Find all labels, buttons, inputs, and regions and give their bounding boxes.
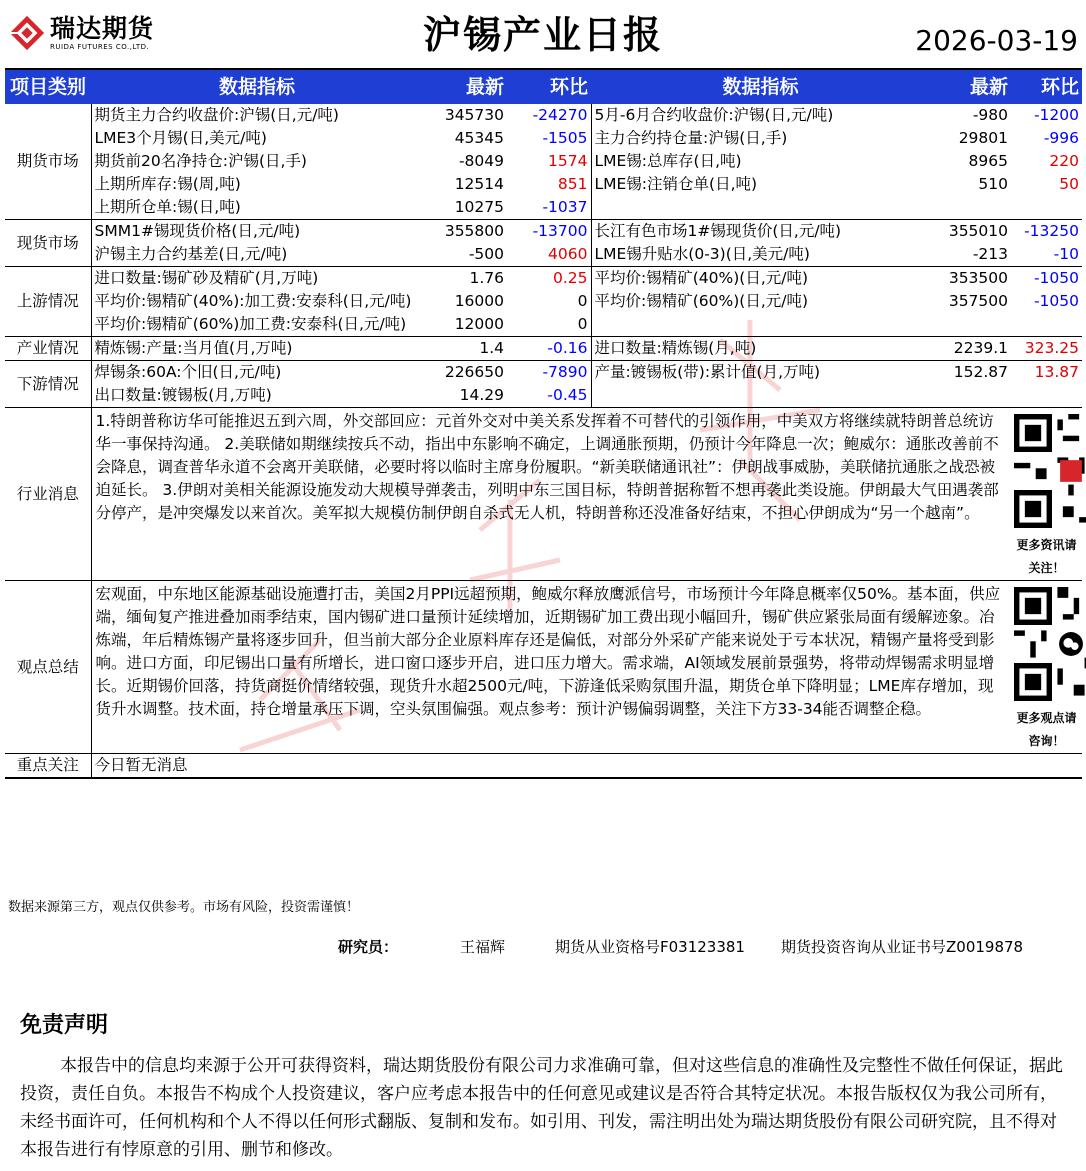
change-value: -10: [1011, 243, 1082, 267]
indicator-name: LME锡升贴水(0-3)(日,美元/吨): [591, 243, 930, 267]
indicator-name: [591, 313, 930, 337]
table-row: [5, 196, 1082, 220]
downstream-group: [5, 361, 1082, 408]
indicator-name: 上期所仓单:锡(日,吨): [91, 196, 423, 220]
latest-value: [930, 196, 1011, 220]
latest-value: [930, 384, 1011, 408]
opinion-text: 宏观面，中东地区能源基础设施遭打击，美国2月PPI远超预期，鲍威尔释放鹰派信号，市场预计今年降息概率仅50%。基本面，供应端，缅甸复产推进叠加雨季结束，国内锡矿进口量预计延续增加，近期锡矿加工费出现小幅回升，锡矿供应紧张局面有缓解迹象。冶炼端，年后精炼锡产量将逐步回升，但当前大部分企业原料库存还是偏低，对部分外采矿产能来说处于亏本状况，精锡产量将受到影响。进口方面，印尼锡出口量有所增长，进口窗口逐步开启，进口压力增大。需求端，AI领域发展前景强势，将带动焊锡需求明显增长。近期锡价回落，持货商挺价情绪较强，现货升水超2500元/吨，下游逢低采购氛围升温，期货仓单下降明显；LME库存增加，现货升水调整。技术面，持仓增量承压下调，空头氛围偏强。观点参考：预计沪锡偏弱调整，关注下方33-34能否调整企稳。: [91, 581, 1011, 754]
latest-value: 345730: [444, 106, 504, 124]
news-row: [5, 408, 1082, 581]
table-row: [5, 127, 1082, 150]
latest-value: 355010: [948, 222, 1008, 240]
header-change: 环比: [507, 69, 591, 104]
logo-english-name: RUIDA FUTURES CO.,LTD.: [50, 42, 150, 51]
latest-value: -500: [423, 243, 507, 267]
data-source-note: 数据来源第三方，观点仅供参考。市场有风险，投资需谨慎！: [8, 900, 360, 915]
report-header: [0, 0, 1086, 68]
change-value: -13700: [507, 220, 591, 244]
category-futures: 期货市场: [5, 104, 91, 220]
header-category: 项目类别: [5, 69, 91, 104]
wechat-qr-code-icon: [1014, 587, 1086, 701]
futures-market-group: [5, 104, 1082, 220]
header-latest: 最新: [423, 69, 507, 104]
change-value: -1050: [1033, 269, 1079, 287]
category-opinion: 观点总结: [5, 581, 91, 754]
change-value: -7890: [507, 361, 591, 385]
latest-value: -980: [972, 106, 1008, 124]
indicator-name: 平均价:锡精矿(60%)加工费:安泰科(日,元/吨): [91, 313, 423, 337]
disclaimer-title: 免责声明: [20, 1013, 109, 1038]
latest-value: 8965: [968, 152, 1008, 170]
latest-value: [930, 313, 1011, 337]
indicator-name: 期货主力合约收盘价:沪锡(日,元/吨): [94, 106, 339, 124]
news-text: 1.特朗普称访华可能推迟五到六周，外交部回应：元首外交对中美关系发挥着不可替代的引领作用，中美双方将继续就特朗普总统访华一事保持沟通。 2.美联储如期继续按兵不动，指出中东影响不确定，上调通胀预期，仍预计今年降息一次；鲍威尔：通胀改善前不会降息，调查普华永道不会离开美联储，必要时将以临时主席身份履职。“新美联储通讯社”：伊朗战事威胁，美联储抗通胀之战恐被迫延长。 3.伊朗对美相关能源设施发动大规模导弹袭击，列明中东三国目标，特朗普据称暂不想再袭此类设施。伊朗最大气田遇袭部分停产，是冲突爆发以来首次。美军拟大规模仿制伊朗自杀式无人机，特朗普称还没准备好结束，不担心伊朗成为“另一个越南”。: [91, 408, 1011, 581]
change-value: 0.25: [507, 267, 591, 291]
table-row: [5, 173, 1082, 196]
latest-value: -213: [930, 243, 1011, 267]
table-header-row: [5, 69, 1082, 104]
category-spot: 现货市场: [5, 220, 91, 267]
indicator-name: SMM1#锡现货价格(日,元/吨): [94, 222, 301, 240]
change-value: -0.45: [507, 384, 591, 408]
header-indicator-2: 数据指标: [591, 69, 930, 104]
table-row: [5, 313, 1082, 337]
focus-row: [5, 754, 1082, 779]
news-qr-cell: [1011, 408, 1082, 581]
latest-value: -8049: [458, 152, 504, 170]
indicator-name: 焊锡条:60A:个旧(日,元/吨): [94, 363, 282, 381]
latest-value: 1.76: [469, 269, 504, 287]
table-row: [5, 337, 1082, 361]
upstream-group: [5, 267, 1082, 337]
category-upstream: 上游情况: [5, 267, 91, 337]
researcher-name: 王福辉: [460, 938, 506, 956]
wechat-qr-graphic: [1014, 587, 1086, 701]
indicator-name: 出口数量:镀锡板(月,万吨): [91, 384, 423, 408]
category-news: 行业消息: [5, 408, 91, 581]
change-value: -24270: [507, 104, 591, 127]
latest-value: 1.4: [423, 337, 507, 361]
latest-value: 16000: [454, 292, 504, 310]
indicator-name: 上期所库存:锡(周,吨): [94, 175, 241, 193]
futures-qualification: 期货从业资格号F03123381: [555, 938, 745, 956]
indicator-name: LME锡:注销仓单(日,吨): [594, 175, 758, 193]
latest-value: 510: [978, 175, 1008, 193]
opinion-row: [5, 581, 1082, 754]
table-row: [5, 361, 1082, 385]
change-value: -1505: [507, 127, 591, 150]
change-value: -1050: [1033, 292, 1079, 310]
latest-value: 357500: [948, 292, 1008, 310]
latest-value: 12514: [454, 175, 504, 193]
news-qr-caption: 更多资讯请关注！: [1016, 538, 1077, 575]
latest-value: 29801: [958, 129, 1008, 147]
change-value: 851: [507, 173, 591, 196]
disclaimer-body: 本报告中的信息均来源于公开可获得资料，瑞达期货股份有限公司力求准确可靠，但对这些信息的准确性及完整性不做任何保证，据此投资，责任自负。本报告不构成个人投资建议，客户应考虑本报告中的任何意见或建议是否符合其特定状况。本报告版权仅为我公司所有，未经书面许可，任何机构和个人不得以任何形式翻版、复制和发布。如引用、刊发，需注明出处为瑞达期货股份有限公司研究院，且不得对本报告进行有悖原意的引用、删节和修改。: [20, 1056, 1063, 1160]
indicator-name: LME锡:总库存(日,吨): [594, 152, 742, 170]
report-date: 2026-03-19: [915, 24, 1078, 57]
change-value: 0: [507, 313, 591, 337]
table-row: [5, 384, 1082, 408]
latest-value: 45345: [454, 129, 504, 147]
indicator-name: [591, 384, 930, 408]
qr-code-graphic: [1014, 414, 1086, 528]
indicator-name: 主力合约持仓量:沪锡(日,手): [594, 129, 788, 147]
opinion-group: [5, 581, 1082, 754]
table-row: [5, 104, 1082, 127]
opinion-qr-caption: 更多观点请咨询！: [1016, 711, 1077, 748]
table-row: [5, 290, 1082, 313]
indicator-name: 平均价:锡精矿(40%):加工费:安泰科(日,元/吨): [94, 292, 412, 310]
latest-value: 226650: [444, 363, 504, 381]
change-value: 0: [507, 290, 591, 313]
change-value: -0.16: [507, 337, 591, 361]
header-change-2: 环比: [1011, 69, 1082, 104]
indicator-name: 产量:镀锡板(带):累计值(月,万吨): [594, 363, 821, 381]
latest-value: 152.87: [953, 363, 1008, 381]
header-indicator: 数据指标: [91, 69, 423, 104]
change-value: -996: [1043, 129, 1079, 147]
change-value: 220: [1049, 152, 1079, 170]
indicator-name: 进口数量:精炼锡(月,吨): [591, 337, 930, 361]
indicator-name: 期货前20名净持仓:沪锡(日,手): [94, 152, 307, 170]
indicator-name: 沪锡主力合约基差(日,元/吨): [91, 243, 423, 267]
table-row: [5, 267, 1082, 291]
change-value: 50: [1059, 175, 1079, 193]
category-focus: 重点关注: [5, 754, 91, 779]
logo-chinese-name: 瑞达期货: [50, 13, 155, 43]
change-value: 323.25: [1011, 337, 1082, 361]
table-row: [5, 243, 1082, 267]
header-latest-2: 最新: [930, 69, 1011, 104]
qr-code-icon: [1014, 414, 1086, 528]
change-value: -1200: [1033, 106, 1079, 124]
change-value: -13250: [1024, 222, 1079, 240]
report-title: 沪锡产业日报: [422, 13, 663, 57]
opinion-qr-cell: [1011, 581, 1082, 754]
industry-group: [5, 337, 1082, 361]
change-value: 13.87: [1034, 363, 1079, 381]
indicator-name: 5月-6月合约收盘价:沪锡(日,元/吨): [594, 106, 834, 124]
indicator-name: [591, 196, 930, 220]
table-row: [5, 220, 1082, 244]
change-value: 1574: [507, 150, 591, 173]
latest-value: 2239.1: [930, 337, 1011, 361]
indicator-name: 进口数量:锡矿砂及精矿(月,万吨): [94, 269, 319, 287]
indicator-name: LME3个月锡(日,美元/吨): [94, 129, 267, 147]
change-value: 4060: [507, 243, 591, 267]
change-value: [1011, 384, 1082, 408]
researcher-label: 研究员：: [338, 938, 399, 956]
focus-text: 今日暂无消息: [91, 754, 1082, 779]
indicator-name: 平均价:锡精矿(60%)(日,元/吨): [594, 292, 809, 310]
focus-group: [5, 754, 1082, 779]
change-value: -1037: [507, 196, 591, 220]
category-downstream: 下游情况: [5, 361, 91, 408]
news-group: [5, 408, 1082, 581]
indicator-name: 平均价:锡精矿(40%)(日,元/吨): [594, 269, 809, 287]
change-value: [1011, 196, 1082, 220]
change-value: [1011, 313, 1082, 337]
latest-value: 14.29: [423, 384, 507, 408]
category-industry: 产业情况: [5, 337, 91, 361]
spot-market-group: [5, 220, 1082, 267]
latest-value: 12000: [423, 313, 507, 337]
consulting-qualification: 期货投资咨询从业证书号Z0019878: [781, 938, 1024, 956]
data-table: [5, 68, 1082, 779]
latest-value: 355800: [444, 222, 504, 240]
table-row: [5, 150, 1082, 173]
latest-value: 10275: [423, 196, 507, 220]
indicator-name: 长江有色市场1#锡现货价(日,元/吨): [594, 222, 842, 240]
indicator-name: 精炼锡:产量:当月值(月,万吨): [91, 337, 423, 361]
latest-value: 353500: [948, 269, 1008, 287]
